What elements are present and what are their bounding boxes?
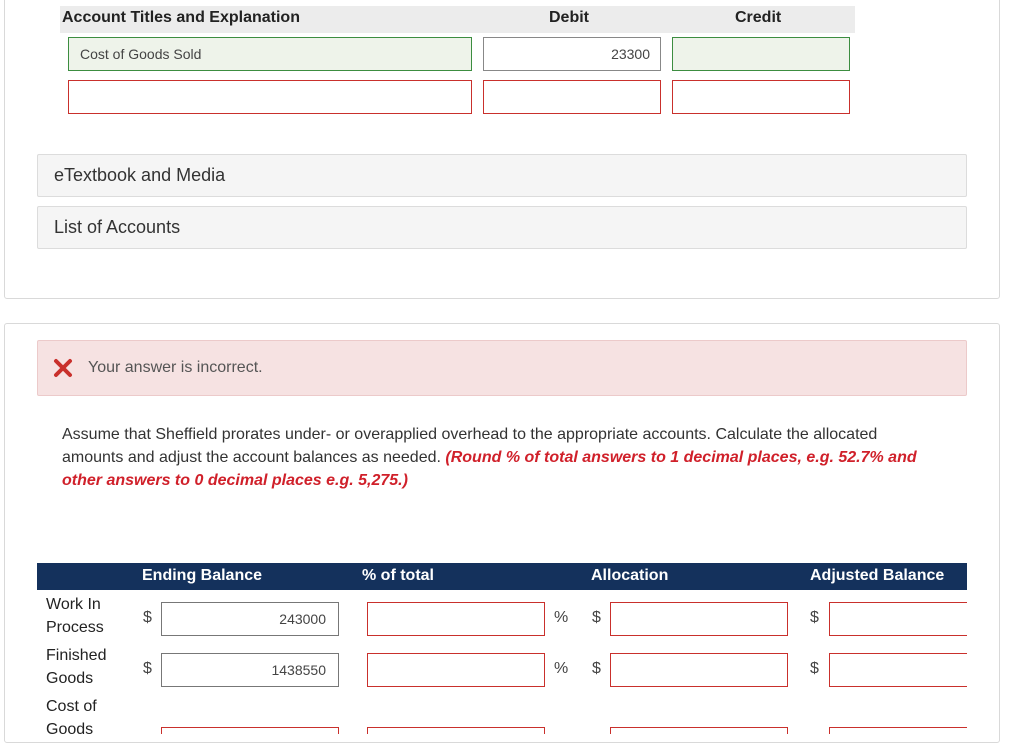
currency-sign: $ <box>810 660 819 677</box>
header-credit: Credit <box>735 9 782 26</box>
rounding-hint: (Round % of total answers to 1 decimal places, e.g. 52.7% and other answers to 0 decimal places e.g. 5,275.) <box>62 449 917 489</box>
journal-debit-field-1[interactable]: 23300 <box>483 37 661 71</box>
etextbook-media-link[interactable]: eTextbook and Media <box>37 154 967 197</box>
header-account-titles: Account Titles and Explanation <box>62 9 300 26</box>
table-row-label: Work In Process <box>46 596 104 636</box>
th-pct-total: % of total <box>362 567 434 584</box>
th-allocation: Allocation <box>591 567 669 584</box>
pct-total-field[interactable] <box>367 602 545 636</box>
table-row-label: Finished Goods <box>46 647 107 687</box>
th-ending-balance: Ending Balance <box>142 567 263 584</box>
allocation-field[interactable] <box>610 727 788 734</box>
table-row-label: Cost of Goods <box>46 698 97 738</box>
currency-sign: $ <box>143 660 152 677</box>
incorrect-alert <box>37 340 967 396</box>
ending-balance-field[interactable]: 243000 <box>161 602 339 636</box>
journal-credit-field-1[interactable] <box>672 37 850 71</box>
adjusted-balance-field[interactable] <box>829 727 967 734</box>
currency-sign: $ <box>592 609 601 626</box>
close-x-icon <box>52 357 74 379</box>
currency-sign: $ <box>810 609 819 626</box>
adjusted-balance-field[interactable] <box>829 602 967 636</box>
journal-account-field-1[interactable]: Cost of Goods Sold <box>68 37 472 71</box>
percent-sign: % <box>554 660 569 677</box>
percent-sign: % <box>554 609 569 626</box>
question-text <box>62 423 942 492</box>
journal-debit-field-2[interactable] <box>483 80 661 114</box>
journal-credit-field-2[interactable] <box>672 80 850 114</box>
adjusted-balance-field[interactable] <box>829 653 967 687</box>
pct-total-field[interactable] <box>367 727 545 734</box>
ending-balance-field[interactable]: 1438550 <box>161 653 339 687</box>
list-of-accounts-link[interactable]: List of Accounts <box>37 206 967 249</box>
header-debit: Debit <box>549 9 589 26</box>
allocation-field[interactable] <box>610 602 788 636</box>
alert-message: Your answer is incorrect. <box>88 359 263 376</box>
ending-balance-field[interactable] <box>161 727 339 734</box>
currency-sign: $ <box>592 660 601 677</box>
question-body: Assume that Sheffield prorates under- or overapplied overhead to the appropriate accounts. Calculate the allocated amounts and adjust the account balances as needed. <box>62 426 878 466</box>
th-adjusted-balance: Adjusted Balance <box>810 567 945 584</box>
currency-sign: $ <box>143 609 152 626</box>
pct-total-field[interactable] <box>367 653 545 687</box>
allocation-field[interactable] <box>610 653 788 687</box>
journal-account-field-2[interactable] <box>68 80 472 114</box>
